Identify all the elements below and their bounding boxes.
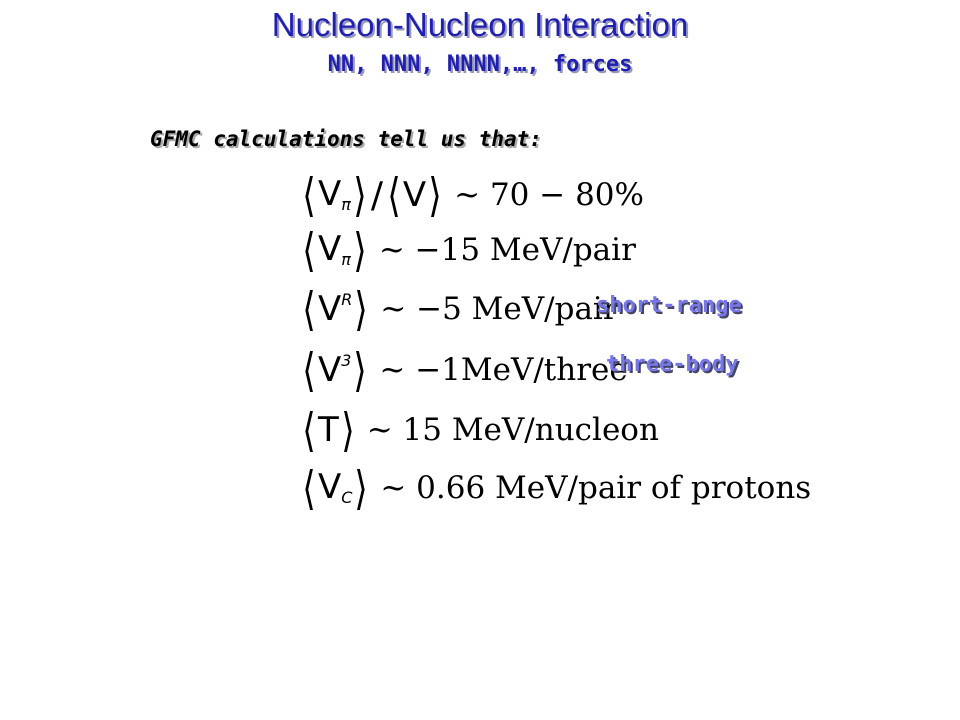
equation-symbol: V $_\pi$ xyxy=(317,174,351,214)
equation-rhs: ~ 70 − 80% xyxy=(454,177,644,213)
equation-vr xyxy=(300,282,618,336)
equation-vc xyxy=(300,461,811,515)
left-angle-bracket: ⟨ xyxy=(302,223,316,277)
left-angle-bracket: ⟨ xyxy=(387,168,401,222)
equation-rhs: ~ −15 MeV/pair xyxy=(378,232,636,268)
three-body-label: three-body xyxy=(606,352,739,377)
equation-rhs: ~ −5 MeV/pair xyxy=(380,291,618,327)
equation-vpi-ratio xyxy=(300,168,644,222)
left-angle-bracket: ⟨ xyxy=(302,282,316,336)
equation-rhs: ~ 15 MeV/nucleon xyxy=(366,412,659,448)
equation-symbol: V $^3$ xyxy=(317,350,352,390)
equation-vpi xyxy=(300,223,636,277)
right-angle-bracket: ⟩ xyxy=(340,403,355,457)
left-angle-bracket: ⟨ xyxy=(302,343,316,397)
slide-title: Nucleon-Nucleon Interaction xyxy=(271,6,689,43)
equation-symbol: V $^R$ xyxy=(317,289,353,329)
left-angle-bracket: ⟨ xyxy=(302,461,316,515)
equation-symbol: V xyxy=(402,175,427,215)
equation-symbol: V $_\pi$ xyxy=(317,229,351,269)
right-angle-bracket: ⟩ xyxy=(354,282,369,336)
intro-text: GFMC calculations tell us that: xyxy=(150,127,542,151)
right-angle-bracket: ⟩ xyxy=(353,223,367,277)
short-range-label: short-range xyxy=(596,293,742,318)
division-slash: / xyxy=(370,174,383,216)
equation-v3 xyxy=(300,343,628,397)
left-angle-bracket: ⟨ xyxy=(302,403,316,457)
slide-subtitle: NN, NNN, NNNN,…, forces xyxy=(327,52,633,77)
left-angle-bracket: ⟨ xyxy=(302,168,316,222)
right-angle-bracket: ⟩ xyxy=(428,168,442,222)
equation-t xyxy=(300,403,659,457)
equation-symbol: T xyxy=(317,410,339,450)
right-angle-bracket: ⟩ xyxy=(353,168,367,222)
equation-rhs: ~ 0.66 MeV/pair of protons xyxy=(380,470,812,506)
equation-rhs: ~ −1MeV/three xyxy=(379,352,628,388)
equation-symbol: V $_C$ xyxy=(317,467,353,507)
right-angle-bracket: ⟩ xyxy=(353,343,368,397)
right-angle-bracket: ⟩ xyxy=(354,461,369,515)
